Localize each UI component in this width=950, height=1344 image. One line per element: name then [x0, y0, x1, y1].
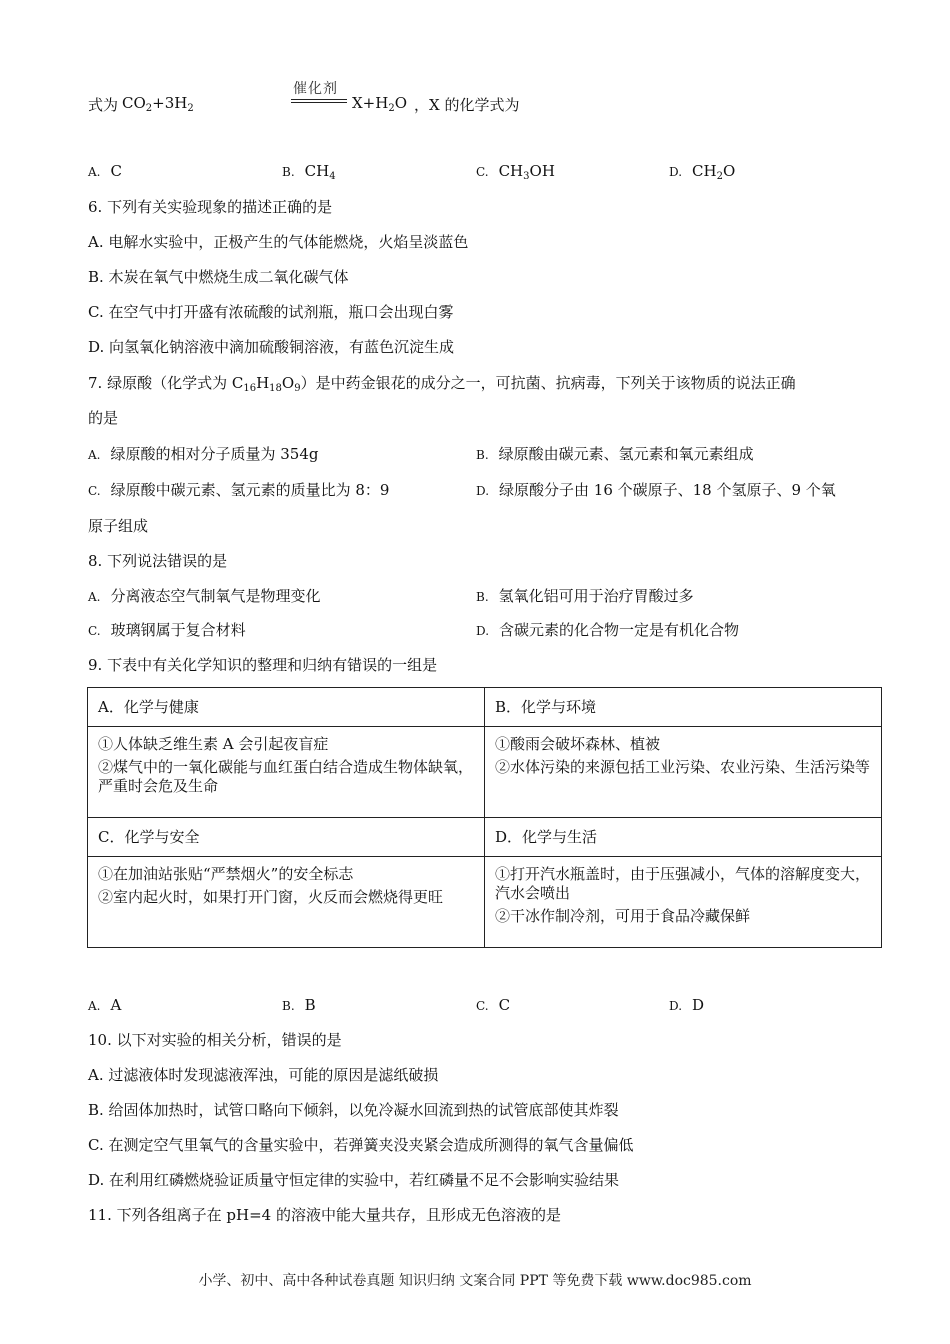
q6-option-d: D. 向氢氧化钠溶液中滴加硫酸铜溶液，有蓝色沉淀生成: [88, 338, 455, 356]
q7-option-c: C. 绿原酸中碳元素、氢元素的质量比为 8：9: [88, 481, 390, 499]
q8-option-a: A. 分离液态空气制氧气是物理变化: [88, 587, 321, 605]
q5-prefix: 式为: [88, 96, 119, 114]
q8-option-c: C. 玻璃钢属于复合材料: [88, 621, 246, 639]
q9-b-item: ②水体污染的来源包括工业污染、农业污染、生活污染等: [495, 758, 871, 776]
q7-option-a: A. 绿原酸的相对分子质量为 354g: [88, 445, 319, 463]
q9-knowledge-table: [87, 687, 882, 948]
q7-option-d: D. 绿原酸分子由 16 个碳原子、18 个氢原子、9 个氧: [476, 481, 836, 499]
q9-cell-b-title: B．化学与环境: [485, 688, 882, 727]
q5-option-a: A. C: [88, 162, 122, 180]
q6-stem: 6. 下列有关实验现象的描述正确的是: [88, 198, 333, 216]
q9-option-b: B. B: [282, 996, 316, 1014]
q8-option-b: B. 氢氧化铝可用于治疗胃酸过多: [476, 587, 694, 605]
q9-c-item: ①在加油站张贴“严禁烟火”的安全标志: [98, 865, 354, 883]
q9-cell-b-body: [485, 727, 882, 818]
q5-catalyst: 催化剂: [293, 81, 338, 97]
q9-cell-d-body: [485, 857, 882, 948]
q9-a-item: ①人体缺乏维生素 A 会引起夜盲症: [98, 735, 329, 753]
q9-d-item: ①打开汽水瓶盖时，由于压强减小，气体的溶解度变大，汽水会喷出: [495, 865, 871, 902]
q9-cell-d-title: D．化学与生活: [485, 818, 882, 857]
q9-option-d: D. D: [669, 996, 705, 1014]
q7-stem: 7. 绿原酸（化学式为 $C_{16}H_{18}O_9$）是中药金银花的成分之一，可抗菌、抗病毒，下列关于该物质的说法正确: [88, 374, 796, 394]
q8-stem: 8. 下列说法错误的是: [88, 552, 228, 570]
q9-stem: 9. 下表中有关化学知识的整理和归纳有错误的一组是: [88, 656, 438, 674]
q6-option-b: B. 木炭在氧气中燃烧生成二氧化碳气体: [88, 268, 349, 286]
q5-equation: [88, 76, 520, 116]
q9-c-item: ②室内起火时，如果打开门窗，火反而会燃烧得更旺: [98, 888, 444, 906]
q5-option-d: D. $CH_2O$: [669, 162, 736, 182]
q9-option-a: A. A: [88, 996, 122, 1014]
q9-cell-a-title: A．化学与健康: [88, 688, 485, 727]
q9-a-item: ②煤气中的一氧化碳能与血红蛋白结合造成生物体缺氧，严重时会危及生命: [98, 758, 474, 795]
q10-option-b: B. 给固体加热时，试管口略向下倾斜，以免冷凝水回流到热的试管底部使其炸裂: [88, 1101, 619, 1119]
q7-option-d-cont: 原子组成: [88, 517, 149, 535]
q5-suffix: ，X 的化学式为: [414, 96, 520, 114]
q5-reactants: $CO_2+3H_2$: [122, 94, 194, 114]
q5-option-c: C. $CH_3OH$: [476, 162, 555, 182]
q9-cell-c-body: [88, 857, 485, 948]
q10-option-d: D. 在利用红磷燃烧验证质量守恒定律的实验中，若红磷量不足不会影响实验结果: [88, 1171, 620, 1189]
q9-cell-a-body: [88, 727, 485, 818]
q5-equals-bottom: [291, 102, 347, 103]
q9-cell-c-title: C．化学与安全: [88, 818, 485, 857]
q6-option-a: A. 电解水实验中，正极产生的气体能燃烧，火焰呈淡蓝色: [88, 233, 469, 251]
q5-option-b: B. $CH_4$: [282, 162, 336, 182]
q7-option-b: B. 绿原酸由碳元素、氢元素和氧元素组成: [476, 445, 754, 463]
q9-b-item: ①酸雨会破坏森林、植被: [495, 735, 661, 753]
q5-equals-top: [291, 99, 347, 100]
q6-option-c: C. 在空气中打开盛有浓硫酸的试剂瓶，瓶口会出现白雾: [88, 303, 454, 321]
q10-option-a: A. 过滤液体时发现滤液浑浊，可能的原因是滤纸破损: [88, 1066, 439, 1084]
page-footer: 小学、初中、高中各种试卷真题 知识归纳 文案合同 PPT 等免费下载 www.doc985.com: [198, 1273, 752, 1289]
q11-stem: 11. 下列各组离子在 pH=4 的溶液中能大量共存，且形成无色溶液的是: [88, 1206, 561, 1224]
q7-stem-cont: 的是: [88, 409, 119, 427]
q9-option-c: C. C: [476, 996, 511, 1014]
q10-stem: 10. 以下对实验的相关分析，错误的是: [88, 1031, 342, 1049]
q5-products: $X+H_2O$: [352, 94, 408, 114]
q8-option-d: D. 含碳元素的化合物一定是有机化合物: [476, 621, 740, 639]
q10-option-c: C. 在测定空气里氧气的含量实验中，若弹簧夹没夹紧会造成所测得的氧气含量偏低: [88, 1136, 634, 1154]
q9-d-item: ②干冰作制冷剂，可用于食品冷藏保鲜: [495, 907, 751, 925]
